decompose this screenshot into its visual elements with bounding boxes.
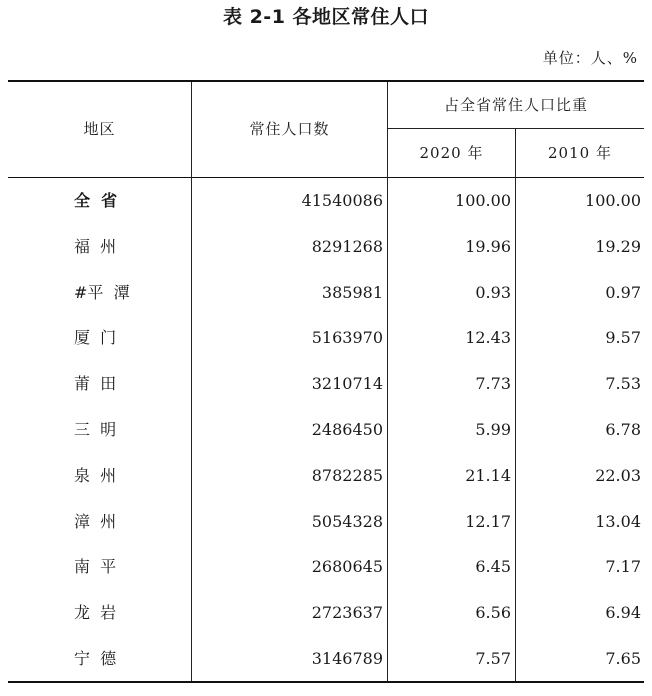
share-header-divider	[387, 128, 644, 129]
table-row	[0, 636, 652, 682]
table-row	[0, 407, 652, 453]
share-2010-cell: 6.94	[605, 603, 641, 623]
region-cell: 南 平	[74, 557, 117, 577]
share-2020-cell: 21.14	[465, 465, 511, 485]
table-row	[0, 224, 652, 270]
population-cell: 5054328	[311, 511, 383, 531]
share-2020-cell: 100.00	[455, 191, 511, 210]
population-cell: 385981	[321, 282, 383, 302]
region-cell: 泉 州	[74, 465, 117, 485]
table-row	[0, 315, 652, 361]
share-2020-cell: 12.43	[465, 328, 511, 348]
table-row	[0, 270, 652, 316]
region-cell: 福 州	[74, 236, 117, 256]
share-2010-cell: 7.65	[605, 648, 641, 668]
share-2010-cell: 7.17	[605, 557, 641, 577]
share-2020-cell: 6.56	[475, 603, 511, 623]
share-2020-cell: 6.45	[475, 557, 511, 577]
share-2020-cell: 7.57	[475, 648, 511, 668]
share-2010-cell: 9.57	[605, 328, 641, 348]
table-title: 表 2-1 各地区常住人口	[222, 6, 430, 28]
table-top-rule	[8, 80, 644, 82]
region-cell: 莆 田	[74, 374, 117, 394]
table-body	[0, 178, 652, 682]
table-row	[0, 544, 652, 590]
population-cell: 3146789	[311, 648, 383, 668]
share-2010-cell: 7.53	[605, 374, 641, 394]
share-2020-cell: 0.93	[475, 282, 511, 302]
share-2010-cell: 13.04	[595, 511, 641, 531]
population-cell: 2680645	[311, 557, 383, 577]
header-year-2020: 2020 年	[419, 144, 484, 162]
table-row	[0, 178, 652, 224]
share-2010-cell: 19.29	[595, 236, 641, 256]
share-2010-cell: 22.03	[595, 465, 641, 485]
table-row	[0, 453, 652, 499]
region-cell: #平 潭	[74, 282, 130, 302]
share-2010-cell: 6.78	[605, 419, 641, 439]
share-2020-cell: 5.99	[475, 419, 511, 439]
header-region: 地区	[83, 120, 116, 138]
share-2020-cell: 19.96	[465, 236, 511, 256]
region-cell: 厦 门	[74, 328, 117, 348]
population-cell: 2486450	[311, 419, 383, 439]
region-cell: 宁 德	[74, 648, 117, 668]
population-cell: 3210714	[311, 374, 383, 394]
unit-label: 单位：人、%	[542, 49, 638, 67]
region-cell: 漳 州	[74, 511, 117, 531]
region-cell: 龙 岩	[74, 603, 117, 623]
header-population: 常住人口数	[249, 120, 330, 138]
table-row	[0, 499, 652, 545]
region-cell: 三 明	[74, 419, 117, 439]
region-cell: 全 省	[74, 191, 118, 210]
share-2010-cell: 0.97	[605, 282, 641, 302]
share-2020-cell: 7.73	[475, 374, 511, 394]
population-cell: 5163970	[311, 328, 383, 348]
header-share: 占全省常住人口比重	[443, 96, 588, 114]
share-2010-cell: 100.00	[585, 191, 641, 210]
table-row	[0, 361, 652, 407]
table-row	[0, 590, 652, 636]
population-cell: 8782285	[311, 465, 383, 485]
population-cell: 2723637	[311, 603, 383, 623]
header-year-2010: 2010 年	[548, 144, 612, 162]
population-cell: 8291268	[311, 236, 383, 256]
population-cell: 41540086	[301, 191, 383, 210]
share-2020-cell: 12.17	[465, 511, 511, 531]
